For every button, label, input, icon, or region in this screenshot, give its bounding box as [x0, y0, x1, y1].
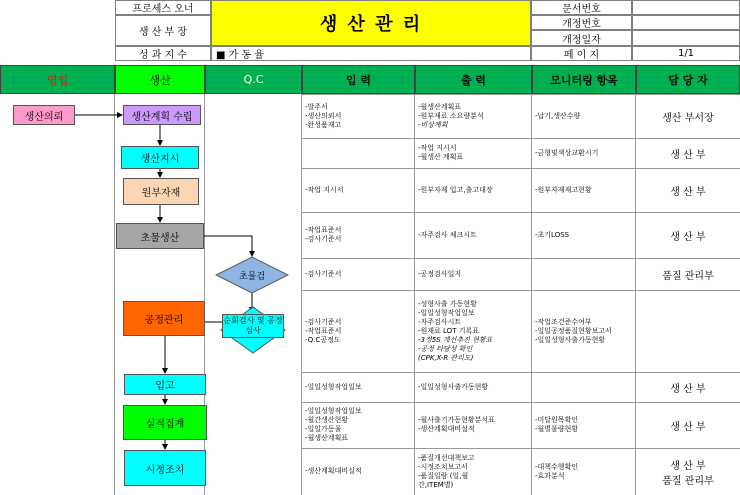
input-cell-line: -생산계획대비실적 — [305, 467, 362, 475]
owner-cell-line: 생산 부서장 — [662, 112, 714, 124]
page-value: 1/1 — [632, 46, 740, 61]
monitoring-cell-line: -초기LOSS — [535, 230, 570, 239]
input-cell-line: -발주서 — [305, 102, 328, 111]
output-cell-line: -생산계획대비실적 — [418, 425, 475, 433]
rev-date-label: 개정일자 — [531, 30, 632, 46]
initial-check-label: 초물검 — [238, 271, 266, 282]
col-production: 생산 — [115, 65, 205, 94]
input-cell-line: -작업 지시서 — [305, 185, 344, 194]
output-cell-line: -3정5S 개선추진 현황표 — [418, 335, 493, 344]
request-box: 생산의뢰 — [13, 105, 75, 125]
input-cell-line: -작업표준서 — [305, 326, 342, 335]
page-title: 생 산 관 리 — [211, 0, 531, 46]
patrol-inspection-label: 순회검사 및 공정심사 — [222, 314, 284, 338]
col-monitoring: 모니터링 항목 — [532, 65, 636, 94]
input-cell-line: -Q.C공정도 — [305, 335, 341, 344]
monitoring-cell-line: -작업조건준수여부 — [535, 317, 592, 326]
input-cell-line: -검사기준서 — [305, 317, 342, 326]
output-cell-line: -비상계획 — [418, 120, 448, 129]
aggregate-box: 실적집계 — [123, 405, 207, 440]
output-cell-line: -공정검사일지 — [418, 269, 462, 278]
col-owner: 담 당 자 — [636, 65, 740, 94]
output-cell-line: -월사출기가동현황분석표 — [418, 416, 495, 424]
output-cell-line: -일일성형사출가동현황 — [418, 382, 489, 391]
output-cell-line: -원부자재 입고,출고대장 — [418, 185, 493, 194]
col-sales: 영업 — [0, 65, 115, 94]
owner-cell-line: 생 산 부 — [670, 186, 706, 198]
material-box: 원부자재 — [123, 178, 199, 205]
kpi-value: ■ 가 동 율 — [211, 46, 531, 61]
output-cell-line: -원부재료 소요량분석 — [418, 111, 484, 120]
monitoring-cell-line: -미달원목확인 — [535, 416, 579, 424]
input-cell-line: -일일성형작업일보 — [305, 407, 362, 415]
monitoring-cell-line: -월별불량현황 — [535, 425, 579, 433]
output-cell-line: 간,ITEM별) — [418, 480, 454, 489]
output-cell-line: -성형사출 가동현황 — [418, 299, 477, 308]
output-cell-line: -품질일람 (일,월 — [418, 471, 469, 480]
owner-cell-line: 생 산 부 — [670, 421, 706, 433]
monitoring-cell-line: -대책수행확인 — [535, 462, 579, 471]
initial-production-box: 초물생산 — [116, 223, 204, 249]
owner-cell-line: 생 산 부 — [670, 460, 706, 472]
plan-box: 생산계획 수립 — [123, 105, 201, 125]
monitoring-cell-line: -효과분석 — [535, 471, 565, 480]
monitoring-cell-line: -납기,생산수량 — [535, 111, 581, 120]
output-cell-line: (CPK,X-R 관리도) — [418, 353, 474, 362]
rev-no-label: 개정번호 — [531, 15, 632, 30]
input-cell-line: -월간생산현황 — [305, 416, 349, 424]
output-cell-line: -공정 타당성 확인 — [418, 344, 473, 353]
doc-no-label: 문서번호 — [531, 0, 632, 15]
output-cell-line: -시정조치보고서 — [418, 462, 468, 471]
kpi-label: 성 과 지 수 — [115, 46, 211, 61]
input-cell-line: -월생산계획표 — [305, 434, 349, 442]
output-cell-line: -작업 지시서 — [418, 144, 457, 152]
monitoring-cell-line: -일일공정품질현황보고서 — [535, 326, 612, 335]
corrective-action-box: 시정조치 — [124, 450, 206, 486]
input-cell-line: -일일가동율 — [305, 425, 342, 433]
input-cell-line: -검사기준서 — [305, 269, 342, 278]
output-cell-line: -자주검사시트 — [418, 317, 462, 326]
input-cell-line: -작업표준서 — [305, 226, 342, 234]
output-cell-line: -품질개선대책보고 — [418, 453, 475, 462]
input-cell-line: -일일성형작업일보 — [305, 382, 362, 391]
instruct-box: 생산지시 — [121, 146, 199, 169]
owner-cell-line: 생 산 부 — [670, 383, 706, 395]
input-cell-line: -완성품재고 — [305, 120, 342, 129]
col-qc: Q.C — [205, 65, 302, 94]
monitoring-cell-line: -원부자재재고현황 — [535, 185, 592, 194]
monitoring-cell-line: -금형및색상교환시기 — [535, 148, 599, 157]
owner-cell-line: 생 산 부 — [670, 231, 706, 243]
output-cell-line: -월생산계획표 — [418, 102, 462, 111]
col-input: 입 력 — [302, 65, 415, 94]
output-cell-line: -원재료 LOT 기록표 — [418, 326, 479, 335]
owner-cell-line: 품질 관리부 — [662, 270, 714, 282]
input-cell-line: -생산의뢰서 — [305, 111, 342, 120]
page-label: 페 이 지 — [531, 46, 632, 61]
col-output: 출 력 — [415, 65, 532, 94]
monitoring-cell-line: -일일성형사출가동현황 — [535, 335, 606, 344]
warehouse-box: 입고 — [124, 374, 206, 395]
owner-cell-line: 품질 관리부 — [662, 475, 714, 487]
process-owner-label: 프로세스 오너 — [115, 0, 211, 15]
owner-cell-line: 생 산 부 — [670, 149, 706, 161]
output-cell-line: -월생산 계획표 — [418, 153, 464, 161]
owner-value: 생 산 부 장 — [115, 15, 211, 46]
process-mgmt-box: 공정관리 — [123, 301, 205, 336]
output-cell-line: -자주검사 체크시트 — [418, 230, 477, 239]
input-cell-line: -검사기준서 — [305, 235, 342, 243]
output-cell-line: -일일성형작업일보 — [418, 308, 475, 317]
